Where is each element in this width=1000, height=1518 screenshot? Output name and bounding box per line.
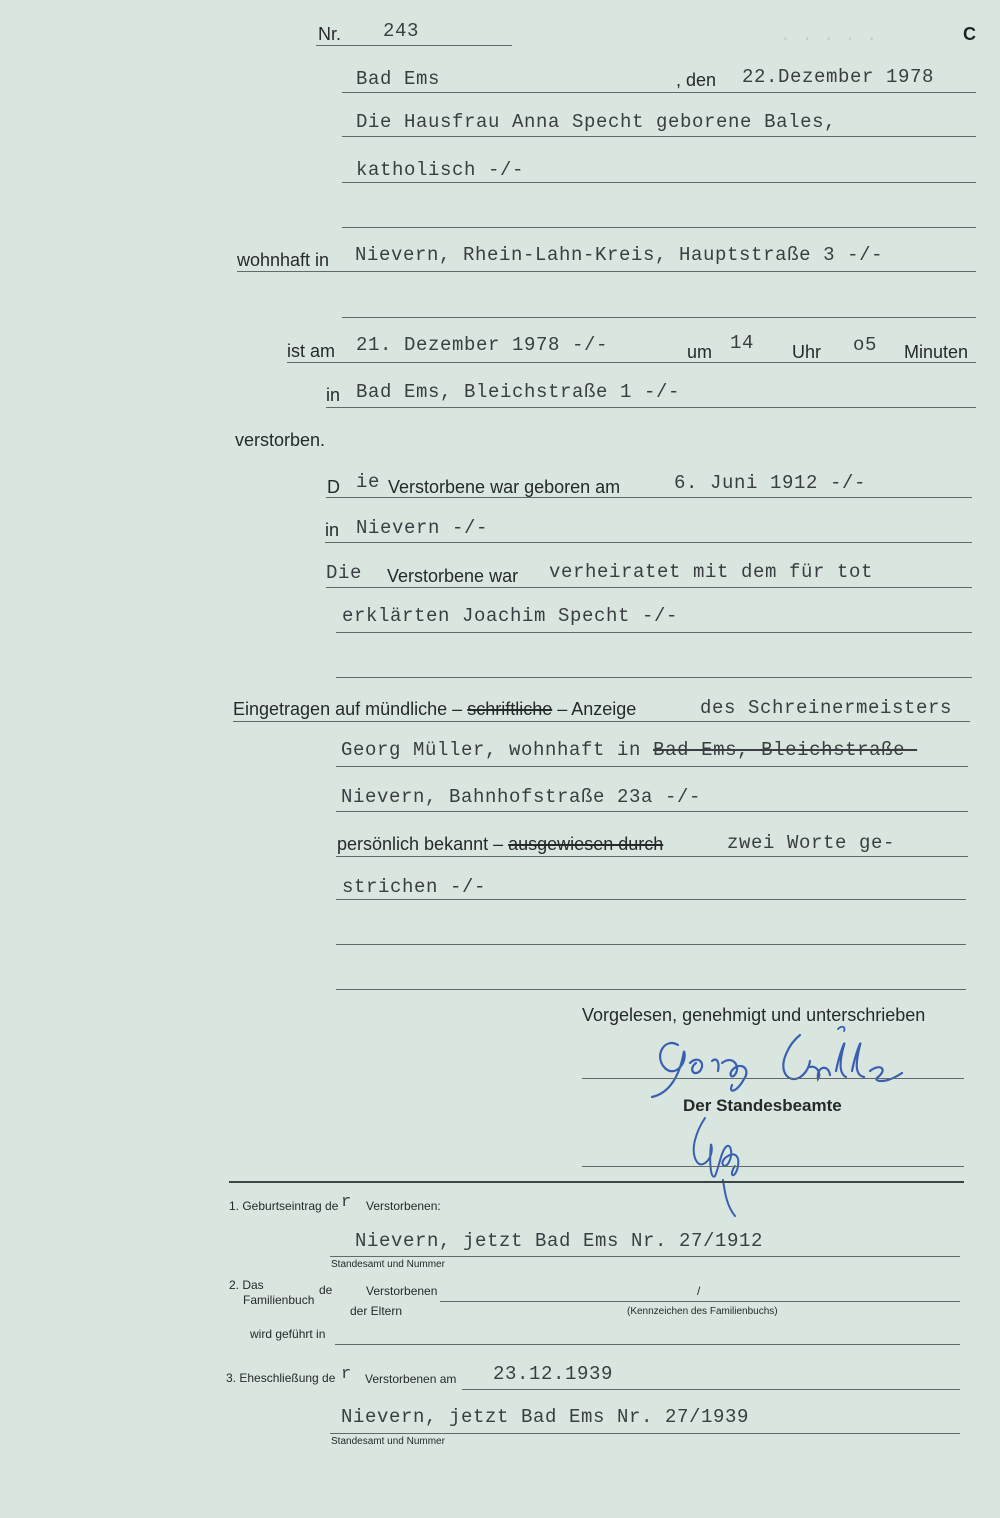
- witness-signature-line: [582, 1078, 964, 1079]
- birth-place: Nievern -/-: [356, 517, 489, 539]
- rule: [342, 182, 976, 183]
- footer-divider: [229, 1181, 964, 1183]
- d-label: D: [327, 477, 340, 497]
- f2-kennzeichen: (Kennzeichen des Familienbuchs): [627, 1306, 778, 1317]
- rule: [462, 1389, 960, 1390]
- minuten-label: Minuten: [904, 342, 969, 362]
- registration-line2-pre: Georg Müller, wohnhaft in: [341, 739, 642, 761]
- standesamt-label2: Standesamt und Nummer: [331, 1436, 445, 1447]
- official-signature-line: [582, 1166, 964, 1167]
- rule: [336, 944, 966, 945]
- bekannt-label-text: persönlich bekannt –: [337, 834, 504, 854]
- rule: [326, 497, 972, 498]
- rule: [326, 407, 976, 408]
- registration-note2: strichen -/-: [342, 876, 487, 898]
- series-letter: C: [963, 24, 976, 44]
- f3-r: r: [341, 1365, 352, 1384]
- bekannt-label: [337, 834, 663, 855]
- f2-verstorbenen: Verstorbenen: [366, 1284, 438, 1298]
- registration-line2: [341, 739, 917, 761]
- rule: [325, 542, 972, 543]
- death-date: 21. Dezember 1978 -/-: [356, 334, 609, 356]
- rule: [336, 766, 968, 767]
- f1-label: 1. Geburtseintrag de: [229, 1199, 339, 1213]
- registration-note1: zwei Worte ge-: [727, 832, 896, 854]
- residence: Nievern, Rhein-Lahn-Kreis, Hauptstraße 3 -/-: [355, 244, 884, 266]
- f2-eltern: der Eltern: [350, 1304, 403, 1318]
- rule: [336, 899, 966, 900]
- f3-label: 3. Eheschließung de: [226, 1371, 336, 1385]
- rule: [330, 1433, 960, 1434]
- d-suffix: ie: [356, 471, 381, 493]
- death-minutes: o5: [853, 334, 878, 356]
- uhr-label: Uhr: [792, 342, 822, 362]
- witness-signature-image: [640, 1015, 920, 1105]
- registration-line3: Nievern, Bahnhofstraße 23a -/-: [341, 786, 702, 808]
- rule: [342, 317, 976, 318]
- f3-label2: Verstorbenen am: [365, 1372, 457, 1386]
- standesamt-label: Standesamt und Nummer: [331, 1259, 445, 1270]
- rule: [233, 721, 970, 722]
- f2-de: de: [319, 1283, 333, 1297]
- marriage-line1: verheiratet mit dem für tot: [549, 561, 874, 583]
- birth-date: 6. Juni 1912 -/-: [674, 472, 867, 494]
- marriage-line2: erklärten Joachim Specht -/-: [342, 605, 679, 627]
- registration-text1: des Schreinermeisters: [700, 697, 953, 719]
- bleed-through: · · · · ·: [780, 30, 878, 50]
- verstorben-label: verstorben.: [235, 430, 326, 450]
- registration-label: [233, 699, 636, 720]
- f3-value: Nievern, jetzt Bad Ems Nr. 27/1939: [341, 1406, 750, 1428]
- f2-gefuehrt: wird geführt in: [250, 1327, 326, 1341]
- rule: [330, 1256, 960, 1257]
- rule: [237, 271, 976, 272]
- registration-label-struck: schriftliche: [467, 699, 553, 719]
- registration-line2-struck: Bad-Ems, Bleichstraße-: [653, 739, 918, 761]
- den-label: , den: [676, 70, 717, 90]
- rule: [336, 677, 972, 678]
- deceased-line2: katholisch -/-: [356, 159, 525, 181]
- um-label: um: [687, 342, 713, 362]
- rule: [287, 362, 976, 363]
- f1-r: r: [341, 1193, 352, 1212]
- f3-date: 23.12.1939: [493, 1363, 614, 1385]
- geboren-label: Verstorbene war geboren am: [388, 477, 621, 497]
- wohnhaft-label: wohnhaft in: [237, 250, 330, 270]
- nr-line: [316, 45, 512, 46]
- place: Bad Ems: [356, 68, 441, 90]
- registration-label-pre: Eingetragen auf mündliche –: [233, 699, 463, 719]
- f1-label2: Verstorbenen:: [366, 1199, 441, 1213]
- document-date: 22.Dezember 1978: [742, 66, 935, 88]
- death-place: Bad Ems, Bleichstraße 1 -/-: [356, 381, 681, 403]
- rule: [440, 1301, 960, 1302]
- rule: [336, 856, 968, 857]
- official-label: Der Standesbeamte: [683, 1096, 842, 1115]
- rule: [336, 632, 972, 633]
- nr-label: Nr.: [318, 24, 342, 44]
- official-signature-image: [675, 1110, 775, 1220]
- registration-label-post: – Anzeige: [557, 699, 637, 719]
- marriage-label: Verstorbene war: [387, 566, 519, 586]
- rule: [335, 1344, 960, 1345]
- register-number: 243: [383, 20, 420, 42]
- death-hour: 14: [730, 332, 755, 354]
- ist-am-label: ist am: [287, 341, 336, 361]
- birth-in-label: in: [325, 520, 340, 540]
- rule: [342, 227, 976, 228]
- f1-value: Nievern, jetzt Bad Ems Nr. 27/1912: [355, 1230, 764, 1252]
- f2-num: 2. Das: [229, 1278, 264, 1292]
- bekannt-label-struck: ausgewiesen durch: [508, 834, 664, 854]
- rule: [336, 989, 966, 990]
- marriage-prefix: Die: [326, 562, 363, 584]
- rule: [336, 811, 968, 812]
- f2-slash: /: [697, 1284, 701, 1298]
- rule: [326, 587, 972, 588]
- f2-familienbuch: Familienbuch: [243, 1293, 315, 1307]
- confirmation-label: Vorgelesen, genehmigt und unterschrieben: [582, 1005, 926, 1025]
- deceased-line1: Die Hausfrau Anna Specht geborene Bales,: [356, 111, 837, 133]
- rule: [342, 136, 976, 137]
- place-date-line: [342, 92, 976, 93]
- death-in-label: in: [326, 385, 341, 405]
